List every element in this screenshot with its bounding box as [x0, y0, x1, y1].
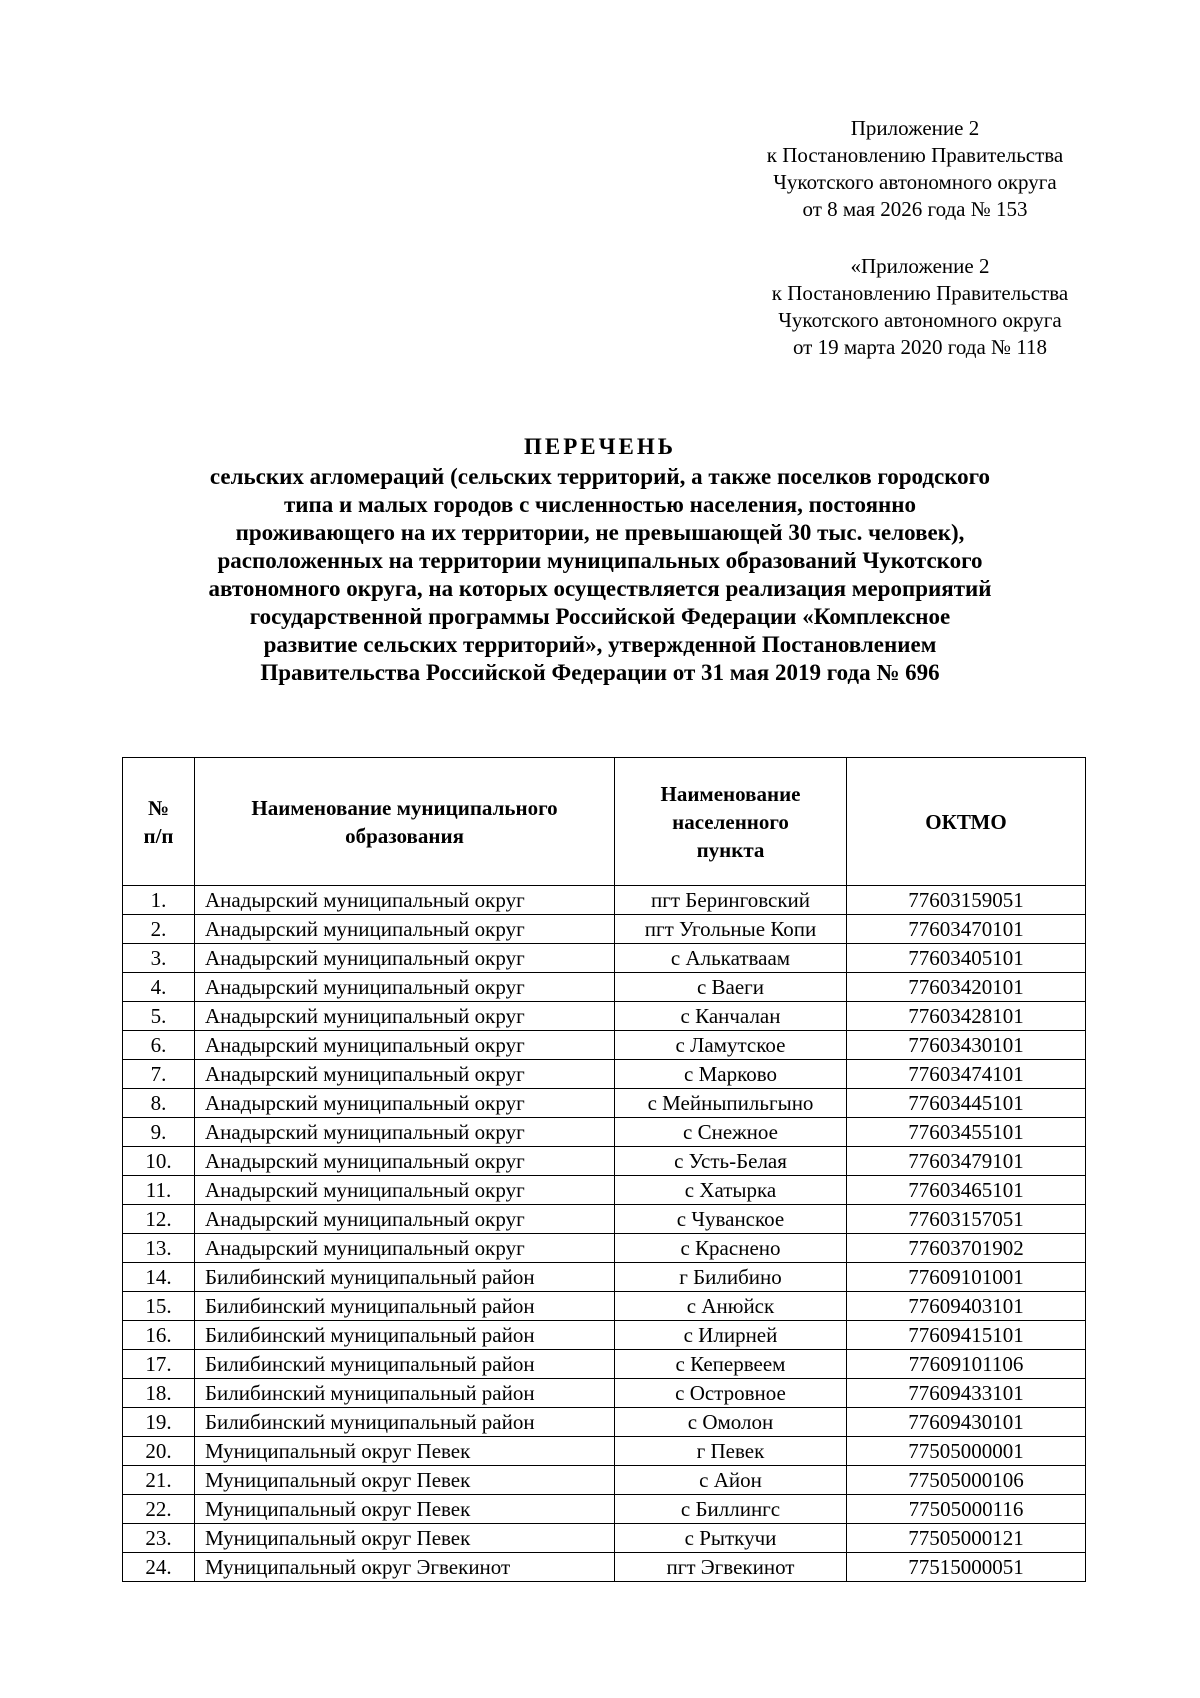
municipality-name: Билибинский муниципальный район	[195, 1350, 615, 1379]
municipality-name: Муниципальный округ Певек	[195, 1466, 615, 1495]
settlement-name: с Марково	[615, 1060, 847, 1089]
settlement-name: с Алькатваам	[615, 944, 847, 973]
table-row	[123, 1408, 1086, 1437]
oktmo-code: 77603701902	[847, 1234, 1086, 1263]
settlement-name: с Хатырка	[615, 1176, 847, 1205]
oktmo-code: 77609430101	[847, 1408, 1086, 1437]
row-number: 15.	[123, 1292, 195, 1321]
oktmo-code: 77609101106	[847, 1350, 1086, 1379]
row-number: 6.	[123, 1031, 195, 1060]
oktmo-code: 77603430101	[847, 1031, 1086, 1060]
oktmo-code: 77515000051	[847, 1553, 1086, 1582]
settlement-name: с Снежное	[615, 1118, 847, 1147]
appendix-line: Чукотского автономного округа	[778, 308, 1062, 332]
appendix-line: Чукотского автономного округа	[773, 170, 1057, 194]
oktmo-code: 77603445101	[847, 1089, 1086, 1118]
settlement-name: с Анюйск	[615, 1292, 847, 1321]
table-row	[123, 973, 1086, 1002]
table-row	[123, 944, 1086, 973]
row-number: 2.	[123, 915, 195, 944]
table-row	[123, 1060, 1086, 1089]
municipality-name: Анадырский муниципальный округ	[195, 1205, 615, 1234]
row-number: 22.	[123, 1495, 195, 1524]
settlement-name: с Островное	[615, 1379, 847, 1408]
header-num: № п/п	[123, 758, 195, 886]
row-number: 8.	[123, 1089, 195, 1118]
municipality-name: Анадырский муниципальный округ	[195, 1118, 615, 1147]
oktmo-code: 77505000116	[847, 1495, 1086, 1524]
municipality-name: Анадырский муниципальный округ	[195, 973, 615, 1002]
oktmo-code: 77609403101	[847, 1292, 1086, 1321]
settlement-name: с Канчалан	[615, 1002, 847, 1031]
appendix-line: к Постановлению Правительства	[766, 143, 1064, 167]
oktmo-code: 77603470101	[847, 915, 1086, 944]
row-number: 21.	[123, 1466, 195, 1495]
row-number: 13.	[123, 1234, 195, 1263]
municipality-name: Билибинский муниципальный район	[195, 1321, 615, 1350]
appendix-header-current	[740, 115, 1090, 223]
table-row	[123, 1466, 1086, 1495]
oktmo-code: 77603474101	[847, 1060, 1086, 1089]
table-row	[123, 1263, 1086, 1292]
row-number: 14.	[123, 1263, 195, 1292]
row-number: 11.	[123, 1176, 195, 1205]
municipality-name: Анадырский муниципальный округ	[195, 944, 615, 973]
oktmo-code: 77609433101	[847, 1379, 1086, 1408]
subtitle-line: расположенных на территории муниципальных образований Чукотского	[217, 548, 983, 573]
header-settlement: Наименование населенного пункта	[615, 758, 847, 886]
row-number: 5.	[123, 1002, 195, 1031]
row-number: 4.	[123, 973, 195, 1002]
oktmo-code: 77609415101	[847, 1321, 1086, 1350]
municipality-name: Анадырский муниципальный округ	[195, 915, 615, 944]
table-row	[123, 1031, 1086, 1060]
municipality-name: Анадырский муниципальный округ	[195, 1060, 615, 1089]
settlement-name: с Рыткучи	[615, 1524, 847, 1553]
municipality-name: Анадырский муниципальный округ	[195, 1002, 615, 1031]
subtitle-line: проживающего на их территории, не превышающей 30 тыс. человек),	[235, 520, 965, 545]
municipality-name: Анадырский муниципальный округ	[195, 1147, 615, 1176]
appendix-header-amended	[745, 253, 1095, 361]
settlement-name: с Усть-Белая	[615, 1147, 847, 1176]
row-number: 7.	[123, 1060, 195, 1089]
oktmo-code: 77603428101	[847, 1002, 1086, 1031]
document-subtitle	[100, 463, 1100, 687]
subtitle-line: развитие сельских территорий», утвержденной Постановлением	[263, 632, 937, 657]
settlement-name: пгт Беринговский	[615, 886, 847, 915]
settlement-name: г Билибино	[615, 1263, 847, 1292]
oktmo-code: 77603405101	[847, 944, 1086, 973]
row-number: 24.	[123, 1553, 195, 1582]
row-number: 19.	[123, 1408, 195, 1437]
oktmo-code: 77603455101	[847, 1118, 1086, 1147]
row-number: 9.	[123, 1118, 195, 1147]
row-number: 3.	[123, 944, 195, 973]
settlement-name: с Айон	[615, 1466, 847, 1495]
settlement-name: с Биллингс	[615, 1495, 847, 1524]
row-number: 20.	[123, 1437, 195, 1466]
table-row	[123, 886, 1086, 915]
municipality-name: Муниципальный округ Певек	[195, 1437, 615, 1466]
subtitle-line: сельских агломераций (сельских территорий, а также поселков городского	[209, 464, 991, 489]
table-row	[123, 1321, 1086, 1350]
row-number: 10.	[123, 1147, 195, 1176]
table-row	[123, 1147, 1086, 1176]
municipality-name: Билибинский муниципальный район	[195, 1408, 615, 1437]
settlement-name: с Илирней	[615, 1321, 847, 1350]
municipality-name: Анадырский муниципальный округ	[195, 1031, 615, 1060]
settlement-name: с Ламутское	[615, 1031, 847, 1060]
header-oktmo: ОКТМО	[847, 758, 1086, 886]
municipality-name: Билибинский муниципальный район	[195, 1379, 615, 1408]
oktmo-code: 77609101001	[847, 1263, 1086, 1292]
settlement-name: с Краснено	[615, 1234, 847, 1263]
table-row	[123, 1234, 1086, 1263]
settlement-name: с Мейныпильгыно	[615, 1089, 847, 1118]
table-row	[123, 915, 1086, 944]
appendix-line: от 19 марта 2020 года № 118	[792, 335, 1048, 359]
document-title: ПЕРЕЧЕНЬ	[524, 434, 676, 459]
settlement-name: пгт Эгвекинот	[615, 1553, 847, 1582]
municipality-name: Анадырский муниципальный округ	[195, 886, 615, 915]
subtitle-line: Правительства Российской Федерации от 31 мая 2019 года № 696	[260, 660, 940, 685]
header-municipality: Наименование муниципального образования	[195, 758, 615, 886]
appendix-line: к Постановлению Правительства	[771, 281, 1069, 305]
settlement-name: с Ваеги	[615, 973, 847, 1002]
subtitle-line: автономного округа, на которых осуществляется реализация мероприятий	[208, 576, 992, 601]
table-row	[123, 1350, 1086, 1379]
table-row	[123, 1002, 1086, 1031]
oktmo-code: 77505000121	[847, 1524, 1086, 1553]
oktmo-code: 77505000001	[847, 1437, 1086, 1466]
oktmo-code: 77603157051	[847, 1205, 1086, 1234]
settlement-name: пгт Угольные Копи	[615, 915, 847, 944]
subtitle-line: типа и малых городов с численностью населения, постоянно	[283, 492, 917, 517]
municipality-name: Анадырский муниципальный округ	[195, 1234, 615, 1263]
row-number: 18.	[123, 1379, 195, 1408]
table-body	[123, 886, 1086, 1582]
settlement-name: с Кепервеем	[615, 1350, 847, 1379]
row-number: 23.	[123, 1524, 195, 1553]
municipality-name: Муниципальный округ Певек	[195, 1524, 615, 1553]
table-row	[123, 1292, 1086, 1321]
oktmo-code: 77603465101	[847, 1176, 1086, 1205]
table-header-row	[123, 758, 1086, 886]
municipality-name: Анадырский муниципальный округ	[195, 1089, 615, 1118]
oktmo-code: 77603479101	[847, 1147, 1086, 1176]
agglomeration-table	[122, 757, 1086, 1582]
municipality-name: Муниципальный округ Эгвекинот	[195, 1553, 615, 1582]
subtitle-line: государственной программы Российской Федерации «Комплексное	[249, 604, 951, 629]
oktmo-code: 77603159051	[847, 886, 1086, 915]
table-row	[123, 1379, 1086, 1408]
row-number: 17.	[123, 1350, 195, 1379]
table-row	[123, 1089, 1086, 1118]
table-row	[123, 1118, 1086, 1147]
settlement-name: г Певек	[615, 1437, 847, 1466]
settlement-name: с Чуванское	[615, 1205, 847, 1234]
municipality-name: Билибинский муниципальный район	[195, 1263, 615, 1292]
appendix-line: Приложение 2	[850, 116, 980, 140]
municipality-name: Билибинский муниципальный район	[195, 1292, 615, 1321]
oktmo-code: 77603420101	[847, 973, 1086, 1002]
table-row	[123, 1495, 1086, 1524]
row-number: 1.	[123, 886, 195, 915]
row-number: 12.	[123, 1205, 195, 1234]
table-row	[123, 1437, 1086, 1466]
table-row	[123, 1205, 1086, 1234]
table-row	[123, 1176, 1086, 1205]
appendix-line: от 8 мая 2026 года № 153	[802, 197, 1028, 221]
appendix-line: «Приложение 2	[850, 254, 990, 278]
municipality-name: Муниципальный округ Певек	[195, 1495, 615, 1524]
table-row	[123, 1553, 1086, 1582]
settlement-name: с Омолон	[615, 1408, 847, 1437]
municipality-name: Анадырский муниципальный округ	[195, 1176, 615, 1205]
oktmo-code: 77505000106	[847, 1466, 1086, 1495]
table-row	[123, 1524, 1086, 1553]
row-number: 16.	[123, 1321, 195, 1350]
